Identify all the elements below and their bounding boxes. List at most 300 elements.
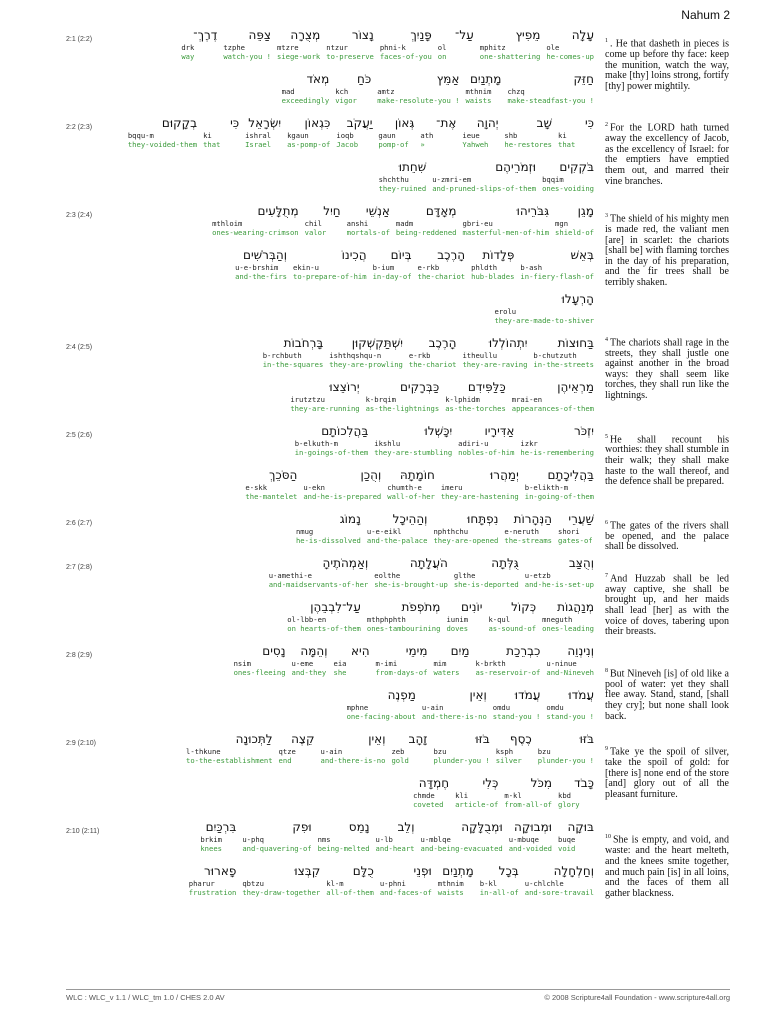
- hebrew-word: הַסֹּכֵךְ: [268, 468, 298, 482]
- footer-right: © 2008 Scripture4all Foundation - www.scripture4all.org: [544, 993, 730, 1002]
- word-cell: [558, 116, 594, 149]
- verse-number: 7: [605, 572, 608, 579]
- word-cell: [223, 28, 271, 61]
- word-cell: [189, 864, 237, 897]
- hebrew-word: מָתְנַיִם: [469, 72, 502, 86]
- hebrew-word: יִשְׁתַּקְשְׁקוּן: [351, 336, 403, 350]
- hebrew-word: וְאֵין: [368, 732, 386, 746]
- word-cell: [335, 72, 371, 105]
- word-cell: [380, 28, 432, 61]
- hebrew-word: וְהֻצַּב: [568, 556, 594, 570]
- transliteration: u-phni: [379, 879, 406, 888]
- hebrew-word: בַּחוּצוֹת: [557, 336, 594, 350]
- word-row: [106, 732, 594, 765]
- transliteration: m-kl: [504, 791, 522, 800]
- english-gloss: they-voided-them: [127, 140, 198, 149]
- transliteration: zeb: [391, 747, 405, 756]
- english-gloss: ones-fleeing: [233, 668, 286, 677]
- word-cell: [409, 336, 457, 369]
- hebrew-word: וּמְבוּקָה: [514, 820, 552, 834]
- word-row: [106, 336, 594, 369]
- hebrew-word: אַמֵּץ: [436, 72, 460, 86]
- word-cell: [235, 248, 287, 281]
- word-row: [66, 72, 594, 105]
- english-gloss: masterful-men-of-him: [462, 228, 550, 237]
- english-gloss: she-is-deported: [453, 580, 519, 589]
- hebrew-word: מְאֹד: [306, 72, 330, 86]
- transliteration: amtz: [377, 87, 395, 96]
- interlinear-line: [66, 72, 594, 116]
- english-gloss: and-the-firs: [235, 272, 287, 281]
- verse-block: [66, 116, 594, 204]
- transliteration: mthphphth: [366, 615, 406, 624]
- english-gloss: knees: [200, 844, 222, 853]
- english-gloss: to-the-establishment: [186, 756, 273, 765]
- english-gloss: they-are-raving: [462, 360, 528, 369]
- hebrew-word: נָצוֹר: [351, 28, 374, 42]
- word-cell: [494, 292, 594, 325]
- english-gloss: waists: [465, 96, 492, 105]
- word-cell: [496, 732, 532, 765]
- english-verse: [605, 666, 729, 722]
- word-cell: [422, 688, 487, 721]
- transliteration: shb: [504, 131, 518, 140]
- hebrew-word: כִּי: [230, 116, 240, 130]
- hebrew-word: וְאַמְהֹתֶיהָ: [322, 556, 369, 570]
- word-cell: [347, 204, 390, 237]
- english-verse: [605, 571, 729, 638]
- word-row: [106, 28, 594, 61]
- english-gloss: they-are-made-to-shiver: [494, 316, 594, 325]
- word-cell: [391, 732, 427, 765]
- interlinear-line: [66, 380, 594, 424]
- transliteration: qtze: [278, 747, 296, 756]
- word-cell: [520, 424, 594, 457]
- english-gloss: as-pomp-of: [287, 140, 331, 149]
- interlinear-line: [66, 204, 594, 248]
- interlinear-line: [66, 644, 594, 688]
- word-cell: [282, 72, 330, 105]
- hebrew-word: מִימֵי: [405, 644, 428, 658]
- footer: [66, 989, 730, 1002]
- word-cell: [558, 512, 594, 545]
- transliteration: chmde: [413, 791, 435, 800]
- word-cell: [546, 688, 594, 721]
- english-gloss: frustration: [188, 888, 237, 897]
- transliteration: b-elkuth-m: [294, 439, 338, 448]
- interlinear-line: [66, 468, 594, 512]
- hebrew-word: וְהֵמָּה: [300, 644, 328, 658]
- word-cell: [533, 336, 594, 369]
- english-gloss: they-draw-together: [242, 888, 321, 897]
- verse-ref: 2:3 (2:4): [66, 212, 93, 219]
- word-cell: [509, 820, 552, 853]
- word-row: [66, 248, 594, 281]
- transliteration: ekin-u: [293, 263, 319, 272]
- transliteration: imeru: [440, 483, 463, 492]
- verse-text: The gates of the rivers shall be opened, and the palace shall be dissolved.: [605, 520, 729, 553]
- word-cell: [263, 336, 324, 369]
- english-gloss: and-the-palace: [366, 536, 428, 545]
- word-cell: [480, 28, 541, 61]
- transliteration: u-e-brshim: [235, 263, 279, 272]
- word-cell: [378, 116, 414, 149]
- english-gloss: that: [558, 140, 576, 149]
- word-row: [66, 776, 594, 809]
- word-cell: [367, 512, 428, 545]
- english-gloss: and-heart: [375, 844, 415, 853]
- transliteration: mgn: [555, 219, 569, 228]
- english-gloss: nobles-of-him: [458, 448, 515, 457]
- english-gloss: they-are-opened: [433, 536, 499, 545]
- hebrew-word: כִּגְאוֹן: [304, 116, 331, 130]
- transliteration: e-neruth: [504, 527, 540, 536]
- transliteration: bqqim: [542, 175, 564, 184]
- word-row: [106, 204, 594, 237]
- hebrew-word: נִפְתָּחוּ: [467, 512, 499, 526]
- word-cell: [374, 556, 448, 589]
- interlinear-line: [66, 292, 594, 336]
- english-gloss: watch-you !: [223, 52, 271, 61]
- hebrew-word: בֹּזּוּ: [475, 732, 490, 746]
- verse-text: And Huzzab shall be led away captive, she shall be brought up, and her maids shall lead [her] as with the voice of doves, tabering upon their breasts.: [605, 573, 729, 638]
- transliteration: phni-k: [379, 43, 406, 52]
- transliteration: e-rkb: [417, 263, 440, 272]
- word-cell: [438, 864, 474, 897]
- word-row: [106, 116, 594, 149]
- hebrew-word: וּזְמֹרֵיהֶם: [495, 160, 537, 174]
- word-cell: [471, 248, 514, 281]
- transliteration: mthnim: [465, 87, 492, 96]
- transliteration: ishral: [245, 131, 272, 140]
- transliteration: shori: [558, 527, 580, 536]
- english-gloss: as-reservoir-of: [475, 668, 541, 677]
- interlinear-line: [66, 424, 594, 468]
- transliteration: mtzre: [276, 43, 299, 52]
- hebrew-word: יוֹנִים: [461, 600, 483, 614]
- word-cell: [186, 732, 273, 765]
- english-gloss: in-the-streets: [533, 360, 594, 369]
- word-cell: [277, 28, 320, 61]
- hebrew-word: בְקָקוּם: [161, 116, 198, 130]
- word-cell: [507, 72, 594, 105]
- word-cell: [200, 820, 236, 853]
- english-gloss: and-voided: [508, 844, 552, 853]
- english-gloss: mortals-of: [346, 228, 390, 237]
- transliteration: u-ninue: [546, 659, 577, 668]
- hebrew-word: כַּבְּרָקִים: [399, 380, 440, 394]
- word-row: [66, 160, 594, 193]
- english-gloss: void: [558, 844, 576, 853]
- english-verse: [605, 832, 729, 899]
- transliteration: bqqu-m: [127, 131, 154, 140]
- interlinear-line: [66, 732, 594, 776]
- transliteration: brkim: [200, 835, 222, 844]
- english-gloss: to-prepare-of-him: [293, 272, 367, 281]
- word-cell: [462, 336, 527, 369]
- interlinear-line: [66, 556, 594, 600]
- verse-number: 9: [605, 746, 608, 753]
- word-cell: [287, 600, 361, 633]
- hebrew-word: כְּקוֹל: [511, 600, 537, 614]
- transliteration: izkr: [520, 439, 538, 448]
- word-cell: [493, 688, 541, 721]
- hebrew-word: חֶמְדָּה: [418, 776, 450, 790]
- transliteration: itheullu: [462, 351, 498, 360]
- verse-text: For the LORD hath turned away the excellency of Jacob, as the excellency of Israel: for the emptiers have emptied them out, and marred their vine branches.: [605, 122, 729, 187]
- transliteration: u-mblqe: [420, 835, 451, 844]
- verse-block: [66, 644, 594, 732]
- english-gloss: ones-leading: [542, 624, 594, 633]
- english-gloss: waters: [433, 668, 460, 677]
- transliteration: u-zmri-em: [432, 175, 472, 184]
- hebrew-word: עֲמֹדוּ: [568, 688, 594, 702]
- interlinear-line: [66, 512, 594, 556]
- english-gloss: Israel: [245, 140, 272, 149]
- word-cell: [438, 28, 474, 61]
- word-cell: [269, 556, 369, 589]
- english-verse: [605, 518, 729, 553]
- english-gloss: Jacob: [336, 140, 359, 149]
- english-gloss: silver: [495, 756, 522, 765]
- english-gloss: gold: [391, 756, 409, 765]
- interlinear-line: [66, 336, 594, 380]
- hebrew-word: עַל־: [455, 28, 474, 42]
- hebrew-word: יְהוָה: [476, 116, 499, 130]
- verse-ref: 2:5 (2:6): [66, 432, 93, 439]
- hebrew-word: מֵפִיץ: [515, 28, 541, 42]
- hebrew-word: גְּאוֹן: [394, 116, 415, 130]
- transliteration: u-etzb: [524, 571, 551, 580]
- transliteration: k-qul: [488, 615, 511, 624]
- transliteration: b-chutzuth: [533, 351, 577, 360]
- english-gloss: ones-wearing-crimson: [212, 228, 299, 237]
- verse-ref: 2:4 (2:5): [66, 344, 93, 351]
- transliteration: u-ekn: [303, 483, 325, 492]
- verse-ref: 2:9 (2:10): [66, 740, 96, 747]
- hebrew-word: כִבְרֵכַת: [506, 644, 541, 658]
- interlinear-line: [66, 688, 594, 732]
- transliteration: b-elikth-m: [524, 483, 569, 492]
- hebrew-word: כֹּחַ: [357, 72, 372, 86]
- word-cell: [512, 380, 594, 413]
- verse-number: 4: [605, 336, 608, 343]
- word-cell: [433, 732, 489, 765]
- word-cell: [446, 600, 482, 633]
- hebrew-word: נָסִים: [262, 644, 286, 658]
- hebrew-word: יִכָּשְׁלוּ: [424, 424, 453, 438]
- word-cell: [242, 820, 311, 853]
- hebrew-word: אַדִּירָיו: [484, 424, 515, 438]
- english-gloss: article-of: [455, 800, 499, 809]
- transliteration: nsim: [233, 659, 251, 668]
- interlinear-line: [66, 116, 594, 160]
- transliteration: nmug: [295, 527, 314, 536]
- hebrew-word: מְנַהֲגוֹת: [557, 600, 594, 614]
- verse-number: 5: [605, 433, 608, 440]
- hebrew-word: עַל־לִבְבֵהֶן: [310, 600, 361, 614]
- english-gloss: ones-tambourining: [366, 624, 441, 633]
- english-gloss: all-of-them: [326, 888, 374, 897]
- word-row: [106, 512, 594, 545]
- english-gloss: as-sound-of: [488, 624, 537, 633]
- word-cell: [321, 732, 386, 765]
- word-cell: [558, 776, 594, 809]
- word-cell: [336, 116, 372, 149]
- transliteration: u-lb: [375, 835, 393, 844]
- hebrew-word: יִתְהוֹלְלוּ: [488, 336, 528, 350]
- word-cell: [326, 28, 374, 61]
- english-gloss: from-days-of: [375, 668, 428, 677]
- verse-block: [66, 336, 594, 424]
- english-gloss: hub-blades: [471, 272, 515, 281]
- english-gloss: »: [420, 140, 425, 149]
- hebrew-word: מַיִם: [450, 644, 470, 658]
- word-cell: [432, 160, 536, 193]
- hebrew-word: חַיִל: [323, 204, 341, 218]
- english-gloss: the-streams: [504, 536, 552, 545]
- transliteration: gbri-eu: [462, 219, 493, 228]
- word-cell: [504, 776, 552, 809]
- transliteration: madm: [395, 219, 414, 228]
- transliteration: adiri-u: [458, 439, 489, 448]
- transliteration: mphne: [346, 703, 369, 712]
- transliteration: kgaun: [287, 131, 309, 140]
- transliteration: mthnim: [437, 879, 464, 888]
- word-cell: [433, 644, 469, 677]
- english-gloss: glory: [558, 800, 580, 809]
- word-cell: [347, 688, 416, 721]
- transliteration: k-lphidm: [445, 395, 480, 404]
- word-cell: [525, 556, 594, 589]
- transliteration: anshi: [346, 219, 369, 228]
- hebrew-word: פָארוּר: [204, 864, 237, 878]
- english-gloss: siege-work: [276, 52, 321, 61]
- hebrew-word: יְמַהֲרוּ: [490, 468, 519, 482]
- transliteration: e-rkb: [408, 351, 431, 360]
- hebrew-word: שִׁחֵתוּ: [398, 160, 427, 174]
- english-gloss: in-day-of: [372, 272, 412, 281]
- english-gloss: end: [278, 756, 292, 765]
- transliteration: ksph: [495, 747, 514, 756]
- transliteration: m-imi: [375, 659, 398, 668]
- word-cell: [525, 468, 594, 501]
- transliteration: u-ain: [421, 703, 444, 712]
- transliteration: ntzur: [326, 43, 348, 52]
- hebrew-word: וְאֵין: [469, 688, 487, 702]
- hebrew-word: בְּאֵשׁ: [570, 248, 594, 262]
- word-row: [106, 644, 594, 677]
- interlinear-column: [66, 28, 594, 908]
- word-row: [106, 424, 594, 457]
- hebrew-word: מְצֻרָה: [290, 28, 321, 42]
- transliteration: eolthe: [374, 571, 401, 580]
- english-gloss: to-preserve: [326, 52, 374, 61]
- english-gloss: and-he-is-set-up: [524, 580, 594, 589]
- word-cell: [366, 380, 440, 413]
- english-gloss: coveted: [413, 800, 444, 809]
- verse-block: [66, 204, 594, 336]
- hebrew-word: חַזֵּק: [573, 72, 594, 86]
- hebrew-word: בַּהֲלִיכָתָם: [547, 468, 594, 482]
- transliteration: u-mbuqe: [508, 835, 540, 844]
- hebrew-word: עֲמֹדוּ: [514, 688, 541, 702]
- word-cell: [292, 644, 328, 677]
- english-gloss: the-chariot: [417, 272, 466, 281]
- verse-ref: 2:2 (2:3): [66, 124, 93, 131]
- word-cell: [480, 864, 519, 897]
- english-verse: [605, 36, 729, 92]
- word-cell: [367, 600, 441, 633]
- hebrew-word: וּפִק: [292, 820, 312, 834]
- transliteration: ishthqshqu-n: [329, 351, 382, 360]
- hebrew-word: מְאָדָּם: [425, 204, 457, 218]
- transliteration: erolu: [494, 307, 517, 316]
- english-gloss: doves: [446, 624, 469, 633]
- hebrew-word: הָרֶכֶב: [428, 336, 457, 350]
- transliteration: ikshlu: [374, 439, 401, 448]
- hebrew-word: פָּנַיִךְ: [410, 28, 432, 42]
- hebrew-word: הֲכִינוֹ: [341, 248, 367, 262]
- english-gloss: and-he-is-prepared: [303, 492, 382, 501]
- english-gloss: the-mantelet: [245, 492, 298, 501]
- english-verse: [605, 432, 729, 488]
- english-gloss: as-the-torches: [445, 404, 506, 413]
- word-cell: [128, 116, 197, 149]
- transliteration: u-chlchle: [524, 879, 564, 888]
- word-row: [66, 380, 594, 413]
- transliteration: mneguth: [542, 615, 573, 624]
- english-gloss: he-comes-up: [546, 52, 594, 61]
- hebrew-word: מַרְאֵיהֶן: [557, 380, 594, 394]
- word-cell: [433, 512, 498, 545]
- english-gloss: they-are-running: [290, 404, 360, 413]
- hebrew-word: וְהַבְּרֹשִׁים: [243, 248, 287, 262]
- hebrew-word: הָרֶכֶב: [437, 248, 466, 262]
- english-gloss: being-melted: [317, 844, 370, 853]
- hebrew-word: זָהָב: [408, 732, 428, 746]
- word-cell: [458, 424, 514, 457]
- interlinear-line: [66, 776, 594, 820]
- transliteration: k-brqim: [365, 395, 396, 404]
- word-cell: [538, 732, 594, 765]
- verse-number: 1: [605, 38, 608, 44]
- hebrew-word: בֹּזּוּ: [579, 732, 594, 746]
- hebrew-word: כְּלִי: [482, 776, 499, 790]
- word-cell: [245, 468, 297, 501]
- transliteration: kbd: [558, 791, 571, 800]
- english-gloss: vigor: [335, 96, 357, 105]
- hebrew-word: יִשְׂרָאֵל: [248, 116, 282, 130]
- hebrew-word: מַפְנֶה: [387, 688, 416, 702]
- interlinear-line: [66, 248, 594, 292]
- word-cell: [462, 116, 498, 149]
- word-row: [106, 820, 594, 853]
- hebrew-word: נָמֵס: [348, 820, 370, 834]
- word-cell: [546, 28, 594, 61]
- word-cell: [520, 248, 594, 281]
- english-gloss: one-shattering: [479, 52, 541, 61]
- english-gloss: Yahweh: [462, 140, 489, 149]
- english-gloss: valor: [304, 228, 327, 237]
- transliteration: b-kl: [479, 879, 498, 888]
- word-cell: [396, 204, 457, 237]
- english-gloss: they-are-hastening: [440, 492, 519, 501]
- english-gloss: on hearts-of-them: [287, 624, 361, 633]
- english-gloss: in-goings-of-them: [294, 448, 369, 457]
- hebrew-word: קִבְּצוּ: [294, 864, 321, 878]
- hebrew-word: גֻּלְּתָה: [491, 556, 519, 570]
